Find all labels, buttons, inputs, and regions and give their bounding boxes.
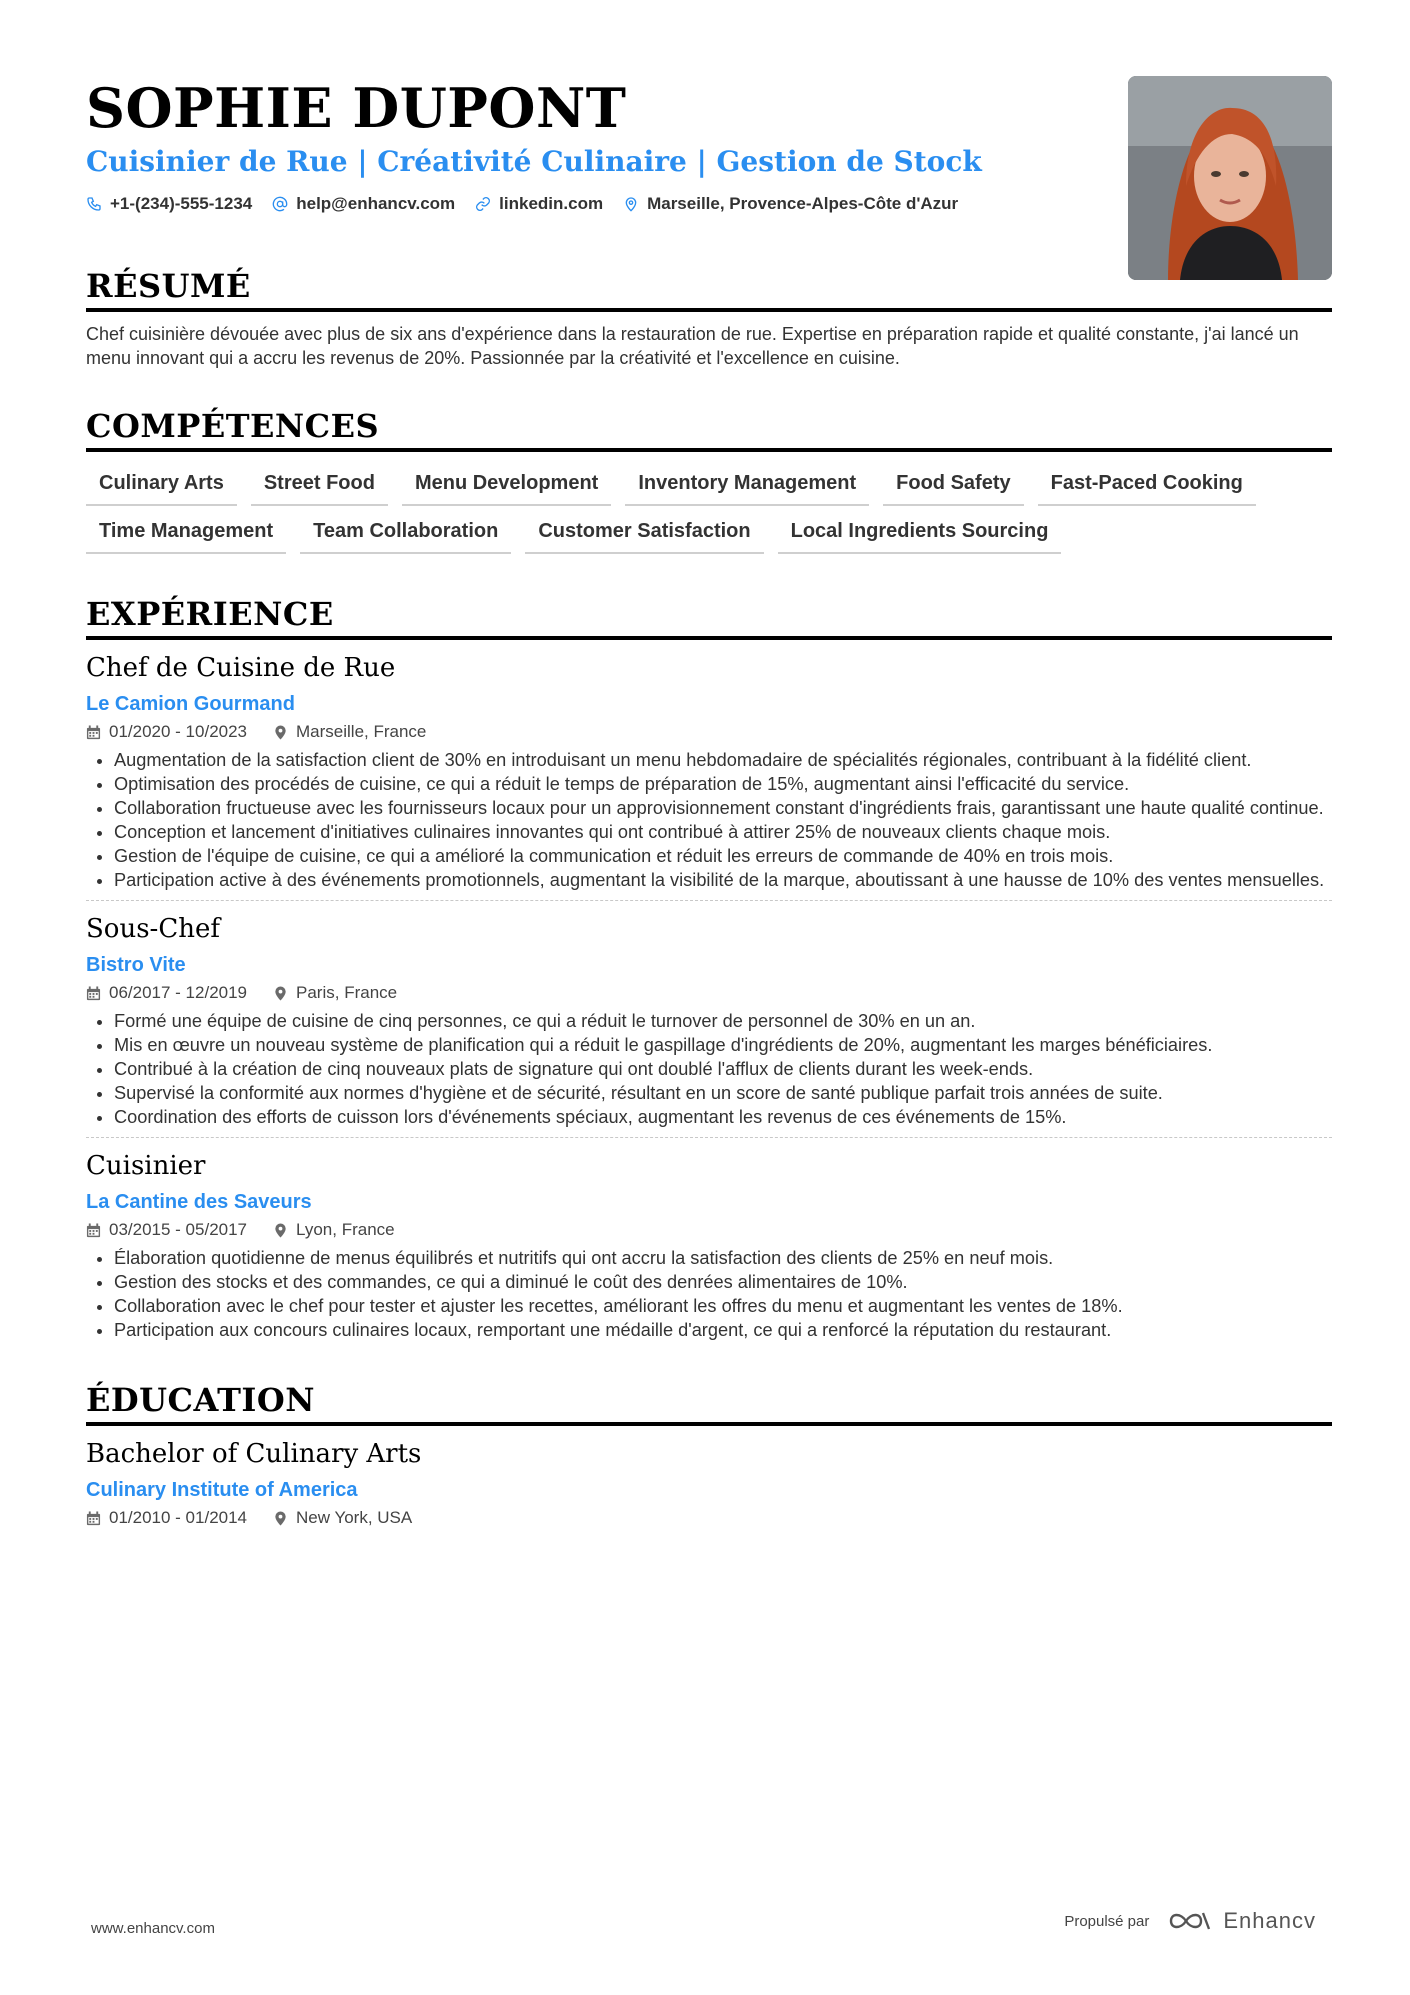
phone-icon — [86, 196, 102, 212]
job-bullets — [86, 1246, 1332, 1342]
job-bullet: • Coordination des efforts de cuisson lors d'événements spéciaux, augmentant les revenus de ces événements de 15%. — [114, 1105, 1332, 1129]
job-title: Chef de Cuisine de Rue — [86, 653, 396, 683]
skill-tag: Menu Development — [402, 466, 611, 506]
skills-heading: COMPÉTENCES — [86, 406, 1332, 452]
job-bullet: • Élaboration quotidienne de menus équilibrés et nutritifs qui ont accru la satisfaction des clients de 25% en neuf mois. — [114, 1246, 1332, 1270]
contact-phone[interactable] — [86, 194, 252, 214]
job-bullets — [86, 748, 1332, 892]
job-entry — [86, 1137, 1332, 1350]
calendar-icon — [86, 1511, 101, 1526]
linkedin-text: linkedin.com — [499, 194, 604, 213]
map-pin-icon — [273, 986, 288, 1001]
education-heading: ÉDUCATION — [86, 1380, 1332, 1426]
job-company: Le Camion Gourmand — [86, 693, 295, 715]
job-bullets — [86, 1009, 1332, 1129]
email-text: help@enhancv.com — [296, 194, 456, 213]
job-location — [273, 720, 426, 744]
education-location — [273, 1506, 412, 1530]
job-meta — [86, 1218, 1332, 1242]
skill-tag: Time Management — [86, 514, 286, 554]
skill-tag: Local Ingredients Sourcing — [778, 514, 1062, 554]
skill-tag: Team Collaboration — [300, 514, 511, 554]
summary-section — [86, 266, 1332, 370]
education-meta — [86, 1506, 1332, 1530]
calendar-icon — [86, 725, 101, 740]
job-company: La Cantine des Saveurs — [86, 1191, 312, 1213]
job-bullet: • Optimisation des procédés de cuisine, ce qui a réduit le temps de préparation de 15%, augmentant ainsi l'efficacité du service. — [114, 772, 1332, 796]
contact-linkedin[interactable] — [475, 194, 603, 214]
education-dates — [86, 1506, 247, 1530]
degree-title: Bachelor of Culinary Arts — [86, 1439, 422, 1469]
brand-name: Enhancv — [1223, 1908, 1316, 1933]
job-bullet: • Participation active à des événements promotionnels, augmentant la visibilité de la marque, aboutissant à une hausse de 10% des ventes mensuelles. — [114, 868, 1332, 892]
job-dates-text: 03/2015 - 05/2017 — [109, 1220, 248, 1239]
job-bullet: • Mis en œuvre un nouveau système de planification qui a réduit le gaspillage d'ingrédients de 20%, augmentant les marges bénéficiaires. — [114, 1033, 1332, 1057]
powered-by-label: Propulsé par — [1064, 1912, 1150, 1930]
job-dates — [86, 981, 247, 1005]
footer-brand — [1064, 1908, 1316, 1934]
candidate-name: SOPHIE DUPONT — [86, 76, 627, 140]
job-bullet: • Gestion des stocks et des commandes, ce qui a diminué le coût des denrées alimentaires de 10%. — [114, 1270, 1332, 1294]
skill-tag: Street Food — [251, 466, 388, 506]
job-location-text: Lyon, France — [296, 1220, 395, 1239]
candidate-headline: Cuisinier de Rue | Créativité Culinaire | Gestion de Stock — [86, 145, 982, 178]
job-bullet: • Supervisé la conformité aux normes d'hygiène et de sécurité, résultant en un score de santé publique parfait trois années de suite. — [114, 1081, 1332, 1105]
at-icon — [272, 196, 288, 212]
job-bullet: • Conception et lancement d'initiatives culinaires innovantes qui ont contribué à attirer 25% de nouveaux clients chaque mois. — [114, 820, 1332, 844]
job-location-text: Marseille, France — [296, 722, 427, 741]
job-bullet: • Collaboration fructueuse avec les fournisseurs locaux pour un approvisionnement constant d'ingrédients frais, garantissant une haute qualité continue. — [114, 796, 1332, 820]
job-bullet: • Formé une équipe de cuisine de cinq personnes, ce qui a réduit le turnover de personnel de 30% en un an. — [114, 1009, 1332, 1033]
job-entry — [86, 900, 1332, 1137]
link-icon — [475, 196, 491, 212]
skills-section — [86, 406, 1332, 554]
job-dates-text: 01/2020 - 10/2023 — [109, 722, 248, 741]
summary-heading: RÉSUMÉ — [86, 266, 1332, 312]
map-pin-icon — [273, 1223, 288, 1238]
enhancv-logo-icon — [1167, 1909, 1213, 1933]
footer-website[interactable]: www.enhancv.com — [91, 1920, 215, 1937]
resume-page — [86, 76, 1332, 1530]
education-section — [86, 1380, 1332, 1530]
phone-text: +1-(234)-555-1234 — [110, 194, 253, 213]
contact-email[interactable] — [272, 194, 455, 214]
job-company: Bistro Vite — [86, 954, 186, 976]
skills-list — [86, 466, 1332, 554]
education-dates-text: 01/2010 - 01/2014 — [109, 1508, 248, 1527]
resume-header — [86, 76, 1332, 266]
job-bullet: • Contribué à la création de cinq nouveaux plats de signature qui ont doublé l'afflux de clients durant les week-ends. — [114, 1057, 1332, 1081]
job-bullet: • Augmentation de la satisfaction client de 30% en introduisant un menu hebdomadaire de spécialités régionales, contribuant à la fidélité client. — [114, 748, 1332, 772]
portrait-image — [1128, 76, 1332, 280]
school-name: Culinary Institute of America — [86, 1479, 358, 1501]
skill-tag: Fast-Paced Cooking — [1038, 466, 1256, 506]
job-meta — [86, 981, 1332, 1005]
calendar-icon — [86, 986, 101, 1001]
job-bullet: • Participation aux concours culinaires locaux, remportant une médaille d'argent, ce qui a renforcé la réputation du restaurant. — [114, 1318, 1332, 1342]
map-pin-icon — [623, 196, 639, 212]
skill-tag: Culinary Arts — [86, 466, 237, 506]
experience-section — [86, 594, 1332, 1350]
job-dates — [86, 1218, 247, 1242]
brand-logo[interactable] — [1167, 1908, 1316, 1934]
profile-photo — [1128, 76, 1332, 280]
contact-location — [623, 194, 958, 214]
map-pin-icon — [273, 725, 288, 740]
job-title: Sous-Chef — [86, 914, 220, 944]
skill-tag: Inventory Management — [625, 466, 869, 506]
map-pin-icon — [273, 1511, 288, 1526]
experience-heading: EXPÉRIENCE — [86, 594, 1332, 640]
calendar-icon — [86, 1223, 101, 1238]
job-entry — [86, 650, 1332, 900]
job-dates-text: 06/2017 - 12/2019 — [109, 983, 248, 1002]
job-location — [273, 1218, 395, 1242]
skill-tag: Food Safety — [883, 466, 1023, 506]
job-dates — [86, 720, 247, 744]
summary-text: Chef cuisinière dévouée avec plus de six ans d'expérience dans la restauration de rue. Expertise en préparation rapide et qualité constante, j'ai lancé un menu innovant qui a accru les revenus de 20%. Passionnée par la créativité et l'excellence en cuisine. — [86, 324, 1299, 368]
job-title: Cuisinier — [86, 1151, 206, 1181]
job-bullet: • Collaboration avec le chef pour tester et ajuster les recettes, améliorant les offres du menu et augmentant les ventes de 18%. — [114, 1294, 1332, 1318]
location-text: Marseille, Provence-Alpes-Côte d'Azur — [647, 194, 959, 213]
job-location — [273, 981, 397, 1005]
skill-tag: Customer Satisfaction — [525, 514, 763, 554]
job-bullet: • Gestion de l'équipe de cuisine, ce qui a amélioré la communication et réduit les erreurs de commande de 40% en trois mois. — [114, 844, 1332, 868]
job-meta — [86, 720, 1332, 744]
job-location-text: Paris, France — [296, 983, 398, 1002]
education-location-text: New York, USA — [296, 1508, 413, 1527]
